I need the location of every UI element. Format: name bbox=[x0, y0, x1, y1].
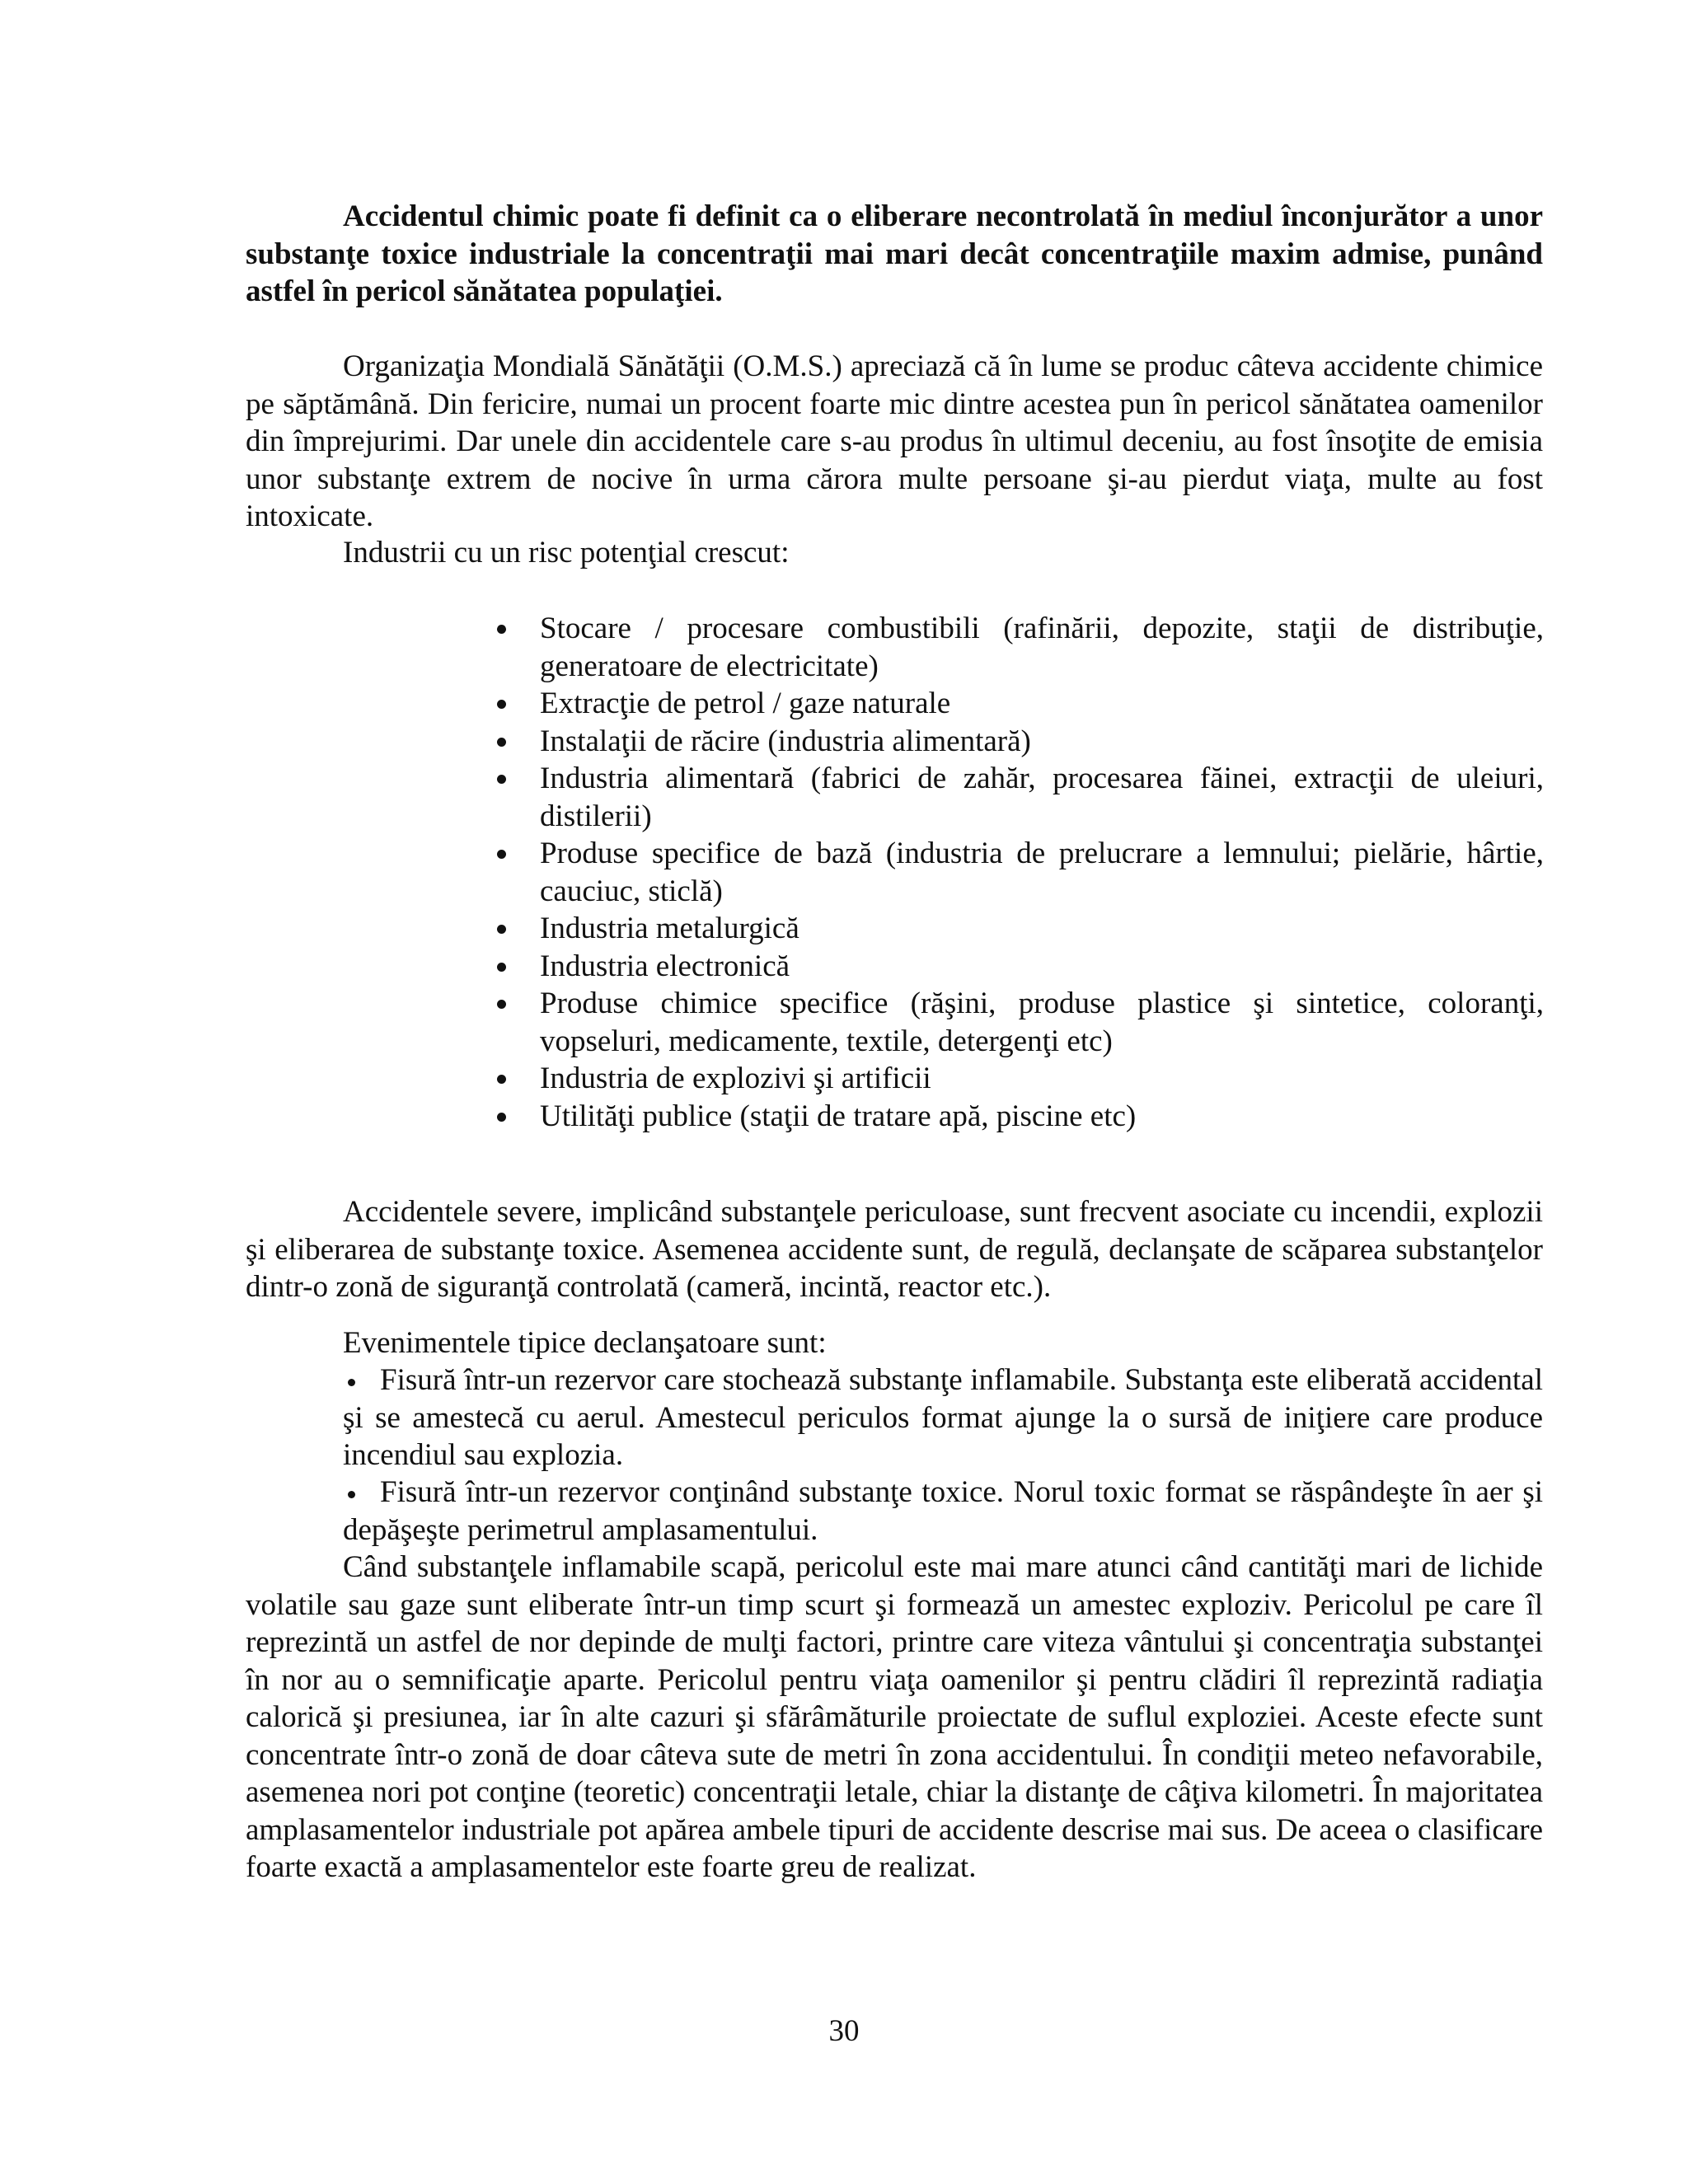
industries-list bbox=[490, 610, 1544, 1135]
list-item: Industria de explozivi şi artificii bbox=[490, 1060, 1544, 1098]
bullet-icon bbox=[497, 738, 506, 747]
bullet-icon bbox=[497, 625, 506, 634]
bullet-icon bbox=[497, 775, 506, 784]
event-item: Fisură într-un rezervor conţinând substanţe toxice. Norul toxic format se răspândeşte în aer şi depăşeşte perimetrul amplasamentului. bbox=[343, 1475, 1543, 1547]
page-number: 30 bbox=[828, 2014, 860, 2048]
oms-paragraph: Organizaţia Mondială Sănătăţii (O.M.S.) apreciază că în lume se produc câteva accidente chimice pe săptămână. Din fericire, numai un procent foarte mic dintre acestea pun în pericol sănătatea oamenilor din împrejurimi. Dar unele din accidentele care s-au produs în ultimul deceniu, au fost însoţite de emisia unor substanţe extrem de nocive în urma cărora multe persoane şi-au pierdut viaţa, multe au fost intoxicate. bbox=[246, 349, 1543, 533]
bullet-icon bbox=[348, 1491, 355, 1498]
bullet-icon bbox=[497, 963, 506, 972]
list-item: Produse chimice specifice (răşini, produse plastice şi sintetice, coloranţi, vopseluri, medicamente, textile, detergenţi etc) bbox=[490, 985, 1544, 1060]
intro-definition: Accidentul chimic poate fi definit ca o eliberare necontrolată în mediul înconjurător a unor substanţe toxice industriale la concentraţii mai mari decât concentraţiile maxim admise, punând astfel în pericol sănătatea populaţiei. bbox=[246, 199, 1543, 308]
event-item: Fisură într-un rezervor care stochează substanţe inflamabile. Substanţa este eliberată accidental şi se amestecă cu aerul. Amestecul periculos format ajunge la o sursă de iniţiere care produce incendiul sau explozia. bbox=[343, 1363, 1543, 1472]
list-item: Industria alimentară (fabrici de zahăr, procesarea făinei, extracţii de uleiuri, distilerii) bbox=[490, 760, 1544, 835]
list-item: Extracţie de petrol / gaze naturale bbox=[490, 685, 1544, 723]
bullet-icon bbox=[497, 1113, 506, 1122]
list-item: Industria electronică bbox=[490, 948, 1544, 986]
list-item: Instalaţii de răcire (industria alimentară) bbox=[490, 723, 1544, 761]
severe-accidents-paragraph: Accidentele severe, implicând substanţele periculoase, sunt frecvent asociate cu incendii, explozii şi eliberarea de substanţe toxice. Asemenea accidente sunt, de regulă, declanşate de scăparea substanţelor dintr-o zonă de siguranţă controlată (cameră, incintă, reactor etc.). bbox=[246, 1195, 1543, 1304]
final-paragraph: Când substanţele inflamabile scapă, pericolul este mai mare atunci când cantităţi mari de lichide volatile sau gaze sunt eliberate într-un timp scurt şi formează un amestec exploziv. Pericolul pe care îl reprezintă un astfel de nor depinde de mulţi factori, printre care viteza vântului şi concentraţia substanţei în nor au o semnificaţie aparte. Pericolul pentru viaţa oamenilor şi pentru clădiri îl reprezintă radiaţia calorică şi presiunea, iar în alte cazuri şi sfărâmăturile proiectate de suflul exploziei. Aceste efecte sunt concentrate într-o zonă de doar câteva sute de metri în zona accidentului. În condiţii meteo nefavorabile, asemenea nori pot conţine (teoretic) concentraţii letale, chiar la distanţe de câţiva kilometri. În majoritatea amplasamentelor industriale pot apărea ambele tipuri de accidente descrise mai sus. De aceea o clasificare foarte exactă a amplasamentelor este foarte greu de realizat. bbox=[246, 1550, 1543, 1884]
list-item: Utilităţi publice (staţii de tratare apă, piscine etc) bbox=[490, 1098, 1544, 1136]
bullet-icon bbox=[497, 1075, 506, 1084]
bullet-icon bbox=[348, 1379, 355, 1386]
list-item: Stocare / procesare combustibili (rafinării, depozite, staţii de distribuţie, generatoare de electricitate) bbox=[490, 610, 1544, 685]
bullet-icon bbox=[497, 925, 506, 934]
events-heading: Evenimentele tipice declanşatoare sunt: bbox=[343, 1326, 827, 1360]
bullet-icon bbox=[497, 1000, 506, 1009]
bullet-icon bbox=[497, 700, 506, 709]
list-item: Industria metalurgică bbox=[490, 910, 1544, 948]
industries-heading: Industrii cu un risc potenţial crescut: bbox=[343, 536, 790, 569]
bullet-icon bbox=[497, 850, 506, 859]
list-item: Produse specifice de bază (industria de prelucrare a lemnului; pielărie, hârtie, cauciuc, sticlă) bbox=[490, 835, 1544, 910]
